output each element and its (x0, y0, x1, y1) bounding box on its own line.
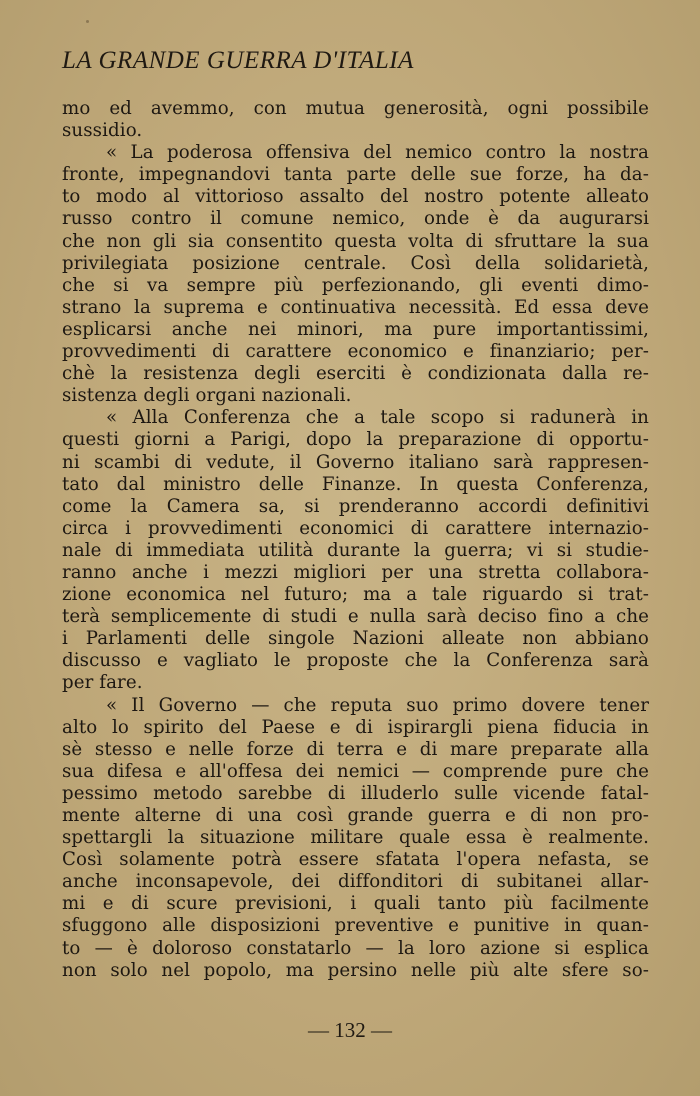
text-line: spettargli la situazione militare quale essa è realmente. (62, 827, 649, 849)
text-line: mi e di scure previsioni, i quali tanto più facilmente (62, 893, 649, 915)
text-line: che non gli sia consentito questa volta di sfruttare la sua (62, 230, 649, 252)
text-line: alto lo spirito del Paese e di ispirargli piena fiducia in (62, 716, 649, 738)
text-line: provvedimenti di carattere economico e finanziario; per- (62, 341, 649, 363)
text-line: sussidio. (62, 120, 143, 142)
text-line: « La poderosa offensiva del nemico contro la nostra (106, 142, 649, 164)
text-line: « Il Governo — che reputa suo primo dovere tener (106, 694, 649, 716)
text-line: sfuggono alle disposizioni preventive e punitive in quan- (62, 915, 649, 937)
page-number: — 132 — (308, 1018, 392, 1042)
text-line: sua difesa e all'offesa dei nemici — comprende pure che (62, 760, 649, 782)
text-line: ranno anche i mezzi migliori per una stretta collabora- (62, 561, 649, 583)
text-line: chè la resistenza degli eserciti è condizionata dalla re- (62, 363, 649, 385)
text-line: pessimo metodo sarebbe di illuderlo sulle vicende fatal- (62, 782, 649, 804)
text-line: mente alterne di una così grande guerra e di non pro- (62, 805, 649, 826)
text-line: russo contro il comune nemico, onde è da augurarsi (62, 208, 649, 230)
text-line: zione economica nel futuro; ma a tale riguardo si trat- (62, 584, 649, 606)
text-line: sistenza degli organi nazionali. (62, 385, 352, 407)
body-text (62, 98, 649, 982)
text-line: che si va sempre più perfezionando, gli eventi dimo- (62, 274, 649, 296)
running-head: LA GRANDE GUERRA D'ITALIA (62, 47, 414, 74)
text-line: circa i provvedimenti economici di carattere internazio- (62, 517, 649, 539)
text-line: fronte, impegnandovi tanta parte delle sue forze, ha da- (62, 164, 649, 186)
text-line: nale di immediata utilità durante la guerra; vi si studie- (62, 539, 649, 561)
text-line: discusso e vagliato le proposte che la Conferenza sarà (62, 650, 649, 672)
text-line: come la Camera sa, si prenderanno accordi definitivi (62, 495, 649, 517)
text-line: ni scambi di vedute, il Governo italiano sarà rappresen- (62, 451, 649, 473)
text-line: questi giorni a Parigi, dopo la preparazione di opportu- (62, 429, 649, 451)
text-line: to — è doloroso constatarlo — la loro azione si esplica (62, 937, 649, 959)
paper-speck (86, 20, 89, 23)
text-line: anche inconsapevole, dei diffonditori di subitanei allar- (62, 871, 649, 893)
text-line: non solo nel popolo, ma persino nelle più alte sfere so- (62, 959, 649, 981)
text-line: Così solamente potrà essere sfatata l'opera nefasta, se (62, 849, 649, 871)
text-line: privilegiata posizione centrale. Così della solidarietà, (62, 252, 649, 274)
text-line: sè stesso e nelle forze di terra e di mare preparate alla (62, 738, 649, 760)
text-line: tato dal ministro delle Finanze. In questa Conferenza, (62, 473, 649, 495)
text-line: terà semplicemente di studi e nulla sarà deciso fino a che (62, 606, 649, 628)
text-line: to modo al vittorioso assalto del nostro potente alleato (62, 186, 649, 208)
text-line: i Parlamenti delle singole Nazioni alleate non abbiano (62, 628, 649, 650)
text-line: « Alla Conferenza che a tale scopo si radunerà in (106, 407, 649, 429)
text-line: per fare. (62, 672, 143, 694)
text-line: mo ed avemmo, con mutua generosità, ogni possibile (62, 98, 649, 119)
text-line: strano la suprema e continuativa necessità. Ed essa deve (62, 296, 649, 318)
text-line: esplicarsi anche nei minori, ma pure importantissimi, (62, 318, 649, 340)
